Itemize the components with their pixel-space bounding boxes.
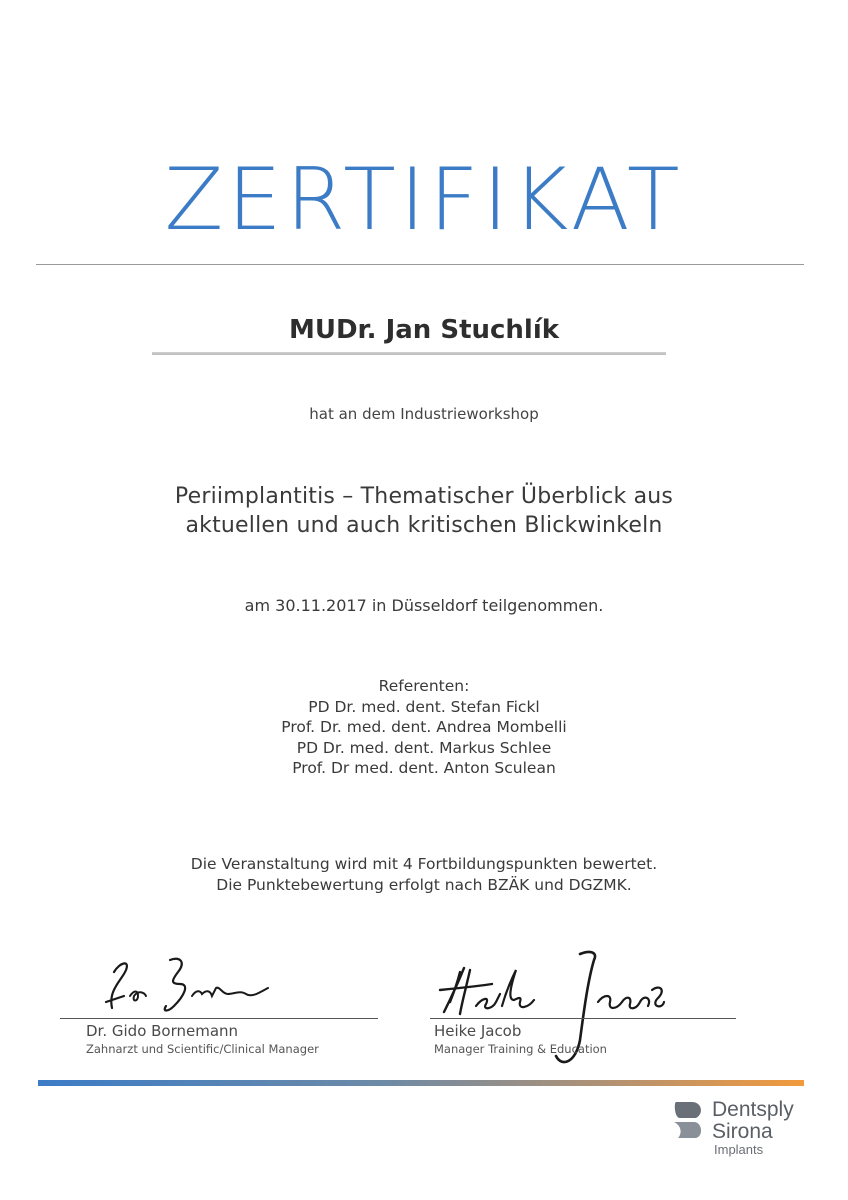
- signatory-name-right: Heike Jacob: [434, 1022, 522, 1040]
- points-text-line-1: Die Veranstaltung wird mit 4 Fortbildungspunkten bewertet.: [190, 855, 658, 873]
- recipient-underline: [152, 352, 666, 355]
- speaker-item: Prof. Dr med. dent. Anton Sculean: [292, 759, 556, 777]
- speakers-heading: Referenten:: [378, 677, 470, 695]
- speakers-block: [0, 676, 848, 779]
- signatory-name-left: Dr. Gido Bornemann: [86, 1022, 239, 1040]
- brand-name-line-2: Sirona: [712, 1120, 773, 1143]
- speaker-item: PD Dr. med. dent. Markus Schlee: [296, 738, 552, 757]
- signature-line-right: [430, 1018, 736, 1019]
- intro-text: hat an dem Industrieworkshop: [309, 405, 539, 423]
- signatory-role-left: Zahnarzt und Scientific/Clinical Manager: [86, 1042, 319, 1056]
- brand-gradient-bar: [38, 1080, 804, 1086]
- brand-name-line-3: Implants: [714, 1142, 764, 1157]
- speaker-item: PD Dr. med. dent. Stefan Fickl: [308, 697, 540, 716]
- signature-right: [430, 940, 670, 1080]
- signatory-role-right: Manager Training & Education: [434, 1042, 607, 1056]
- workshop-topic-line-1: Periimplantitis – Thematischer Überblick aus: [174, 484, 674, 509]
- recipient-name: MUDr. Jan Stuchlík: [288, 315, 560, 345]
- signature-left: [100, 950, 280, 1020]
- certificate-title: ZERTIFIKAT: [164, 150, 684, 250]
- workshop-topic-line-2: aktuellen und auch kritischen Blickwinkeln: [185, 513, 663, 538]
- date-location-text: am 30.11.2017 in Düsseldorf teilgenommen.: [244, 596, 604, 615]
- title-divider: [36, 264, 804, 265]
- points-text-line-2: Die Punktebewertung erfolgt nach BZÄK und DGZMK.: [216, 876, 632, 894]
- dentsply-sirona-logo-mark-icon: [672, 1100, 706, 1140]
- signature-line-left: [60, 1018, 378, 1019]
- speaker-item: Prof. Dr. med. dent. Andrea Mombelli: [281, 718, 567, 736]
- brand-name-line-1: Dentsply: [712, 1098, 794, 1121]
